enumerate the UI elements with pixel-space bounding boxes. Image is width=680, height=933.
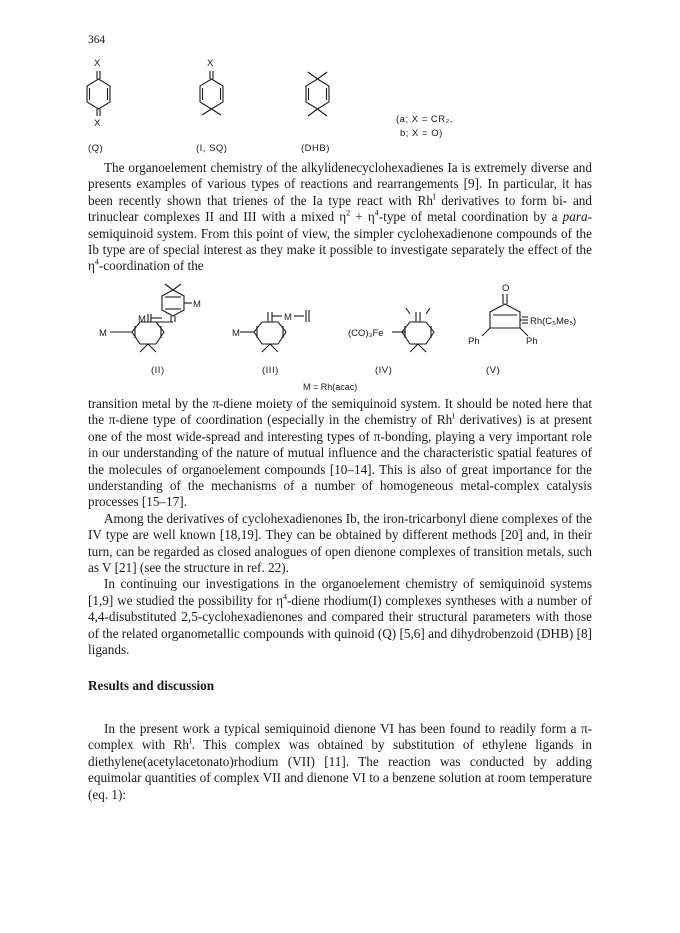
metal-m-mid: M [138, 314, 146, 325]
metal-m-iii-left: M [232, 328, 240, 339]
paragraph-3: Among the derivatives of cyclohexadienones Ib, the iron-tricarbonyl diene complexes of the IV type are well known [18,19]. They can be obtained by different methods [20] and, in their turn, can be regarded as closed analogues of open dienone complexes of transition metals, such as V [21] (see the structure in ref. 22). [88, 510, 592, 576]
paragraph-intro-em: para [562, 209, 588, 225]
structure-semiquinoid [199, 58, 239, 138]
label-i-sq: (I, SQ) [196, 143, 228, 154]
page-number: 364 [88, 34, 106, 46]
paragraph-intro-sup-d: 4 [94, 258, 99, 268]
section-heading: Results and discussion [88, 678, 215, 693]
paragraph-4-text-a: In continuing our investigations in the organoelement chemistry of semiquinoid systems [1,9] we studied the possibility for η [88, 576, 592, 608]
paragraph-intro-text-b: derivatives to form bi- and trinuclear complexes II and III with a mixed η [88, 192, 592, 225]
paragraph-5-text-a: In the present work a typical semiquinoid dienone VI has been found to readily form a π-complex with Rh [88, 721, 592, 753]
paragraph-intro-text-e: -semiquinoid system. From this point of view, the simpler cyclohexadienone compounds of the Ib type are of special interest as they make it possible to investigate separately the effect of the η [88, 209, 592, 274]
label-iii: (III) [262, 365, 279, 376]
substituent-x-bottom: X [94, 118, 101, 129]
label-ii: (II) [151, 365, 165, 376]
paragraph-2-text-b: derivatives) is at present one of the most wide-spread and interesting types of π-bonding, playing a very important role in our understanding of the nature of mutual influence and the characteristic spatial features of the molecules of organoelement compounds [10–14]. This is also of great importance for the understanding of the mechanisms of a number of homogeneous metal-complex catalysis processes [15–17]. [88, 412, 592, 510]
oxygen-label: O [502, 283, 510, 294]
label-q: (Q) [88, 143, 104, 154]
paragraph-intro [88, 160, 592, 275]
paragraph-5-sup: I [189, 737, 192, 747]
key-line-1: (a; X = CR₂, [396, 114, 453, 125]
paragraph-intro-sup-c: 4 [374, 208, 379, 218]
paragraph-5-text-b: . This complex was obtained by substitution of ethylene ligands in diethylene(acetylacetonato)rhodium (VII) [11]. The reaction was conducted by adding equimolar quantities of complex VII and dienone VI to a benzene solution at room temperature (eq. 1): [88, 737, 592, 802]
paragraph-4-text-b: -diene rhodium(I) complexes syntheses with a number of 4,4-disubstituted 2,5-cyclohexadienones and compared their structural parameters with those of the related organometallic compounds with quinoid (Q) [5,6] and dihydrobenzoid (DHB) [8] ligands. [88, 592, 592, 658]
paragraph-intro-text-c: + η [350, 209, 375, 225]
structure-dihydrobenzoid [304, 68, 344, 138]
rhodium-label: Rh(C₅Me₅) [530, 316, 577, 327]
phenyl-right: Ph [526, 336, 538, 347]
paragraph-results [88, 721, 592, 803]
substituent-x-sq: X [207, 58, 214, 69]
iron-tricarbonyl-label: (CO)₃Fe [348, 328, 384, 339]
paragraph-intro-text-a: The organoelement chemistry of the alkylidenecyclohexadienes Ia is extremely diverse and presents examples of various types of reactions and rearrangements [9]. In particular, it has been recently shown that trienes of the Ia type react with Rh [88, 160, 592, 208]
label-v: (V) [486, 365, 501, 376]
paragraph-4-sup: 4 [282, 592, 287, 602]
paragraph-intro-text-d: -type of metal coordination by a [378, 209, 563, 225]
paragraph-intro-sup-a: I [432, 192, 436, 202]
paragraph-intro-sup-b: 2 [346, 208, 351, 218]
metal-m-top: M [193, 299, 201, 310]
figure-caption: M = Rh(acac) [303, 382, 358, 392]
phenyl-left: Ph [468, 336, 480, 347]
paragraph-2-sup: I [452, 412, 455, 422]
structure-quinoid [86, 58, 126, 138]
structure-iv [348, 300, 458, 370]
structure-v [468, 282, 618, 372]
paragraph-body [88, 396, 592, 659]
structure-iii [232, 300, 332, 370]
paragraph-2-text-a: transition metal by the π-diene moiety of the semiquinoid system. It should be noted here that the π-diene type of coordination (especially in the chemistry of Rh [88, 396, 592, 428]
metal-m-iii-top: M [284, 312, 292, 323]
label-iv: (IV) [375, 365, 393, 376]
substituent-x-top: X [94, 58, 101, 69]
key-line-2: b; X = O) [400, 128, 443, 139]
structure-ii [90, 278, 220, 368]
label-dhb: (DHB) [301, 143, 330, 154]
metal-m-left: M [99, 328, 107, 339]
paragraph-intro-text-f: -coordination of the [98, 258, 204, 274]
